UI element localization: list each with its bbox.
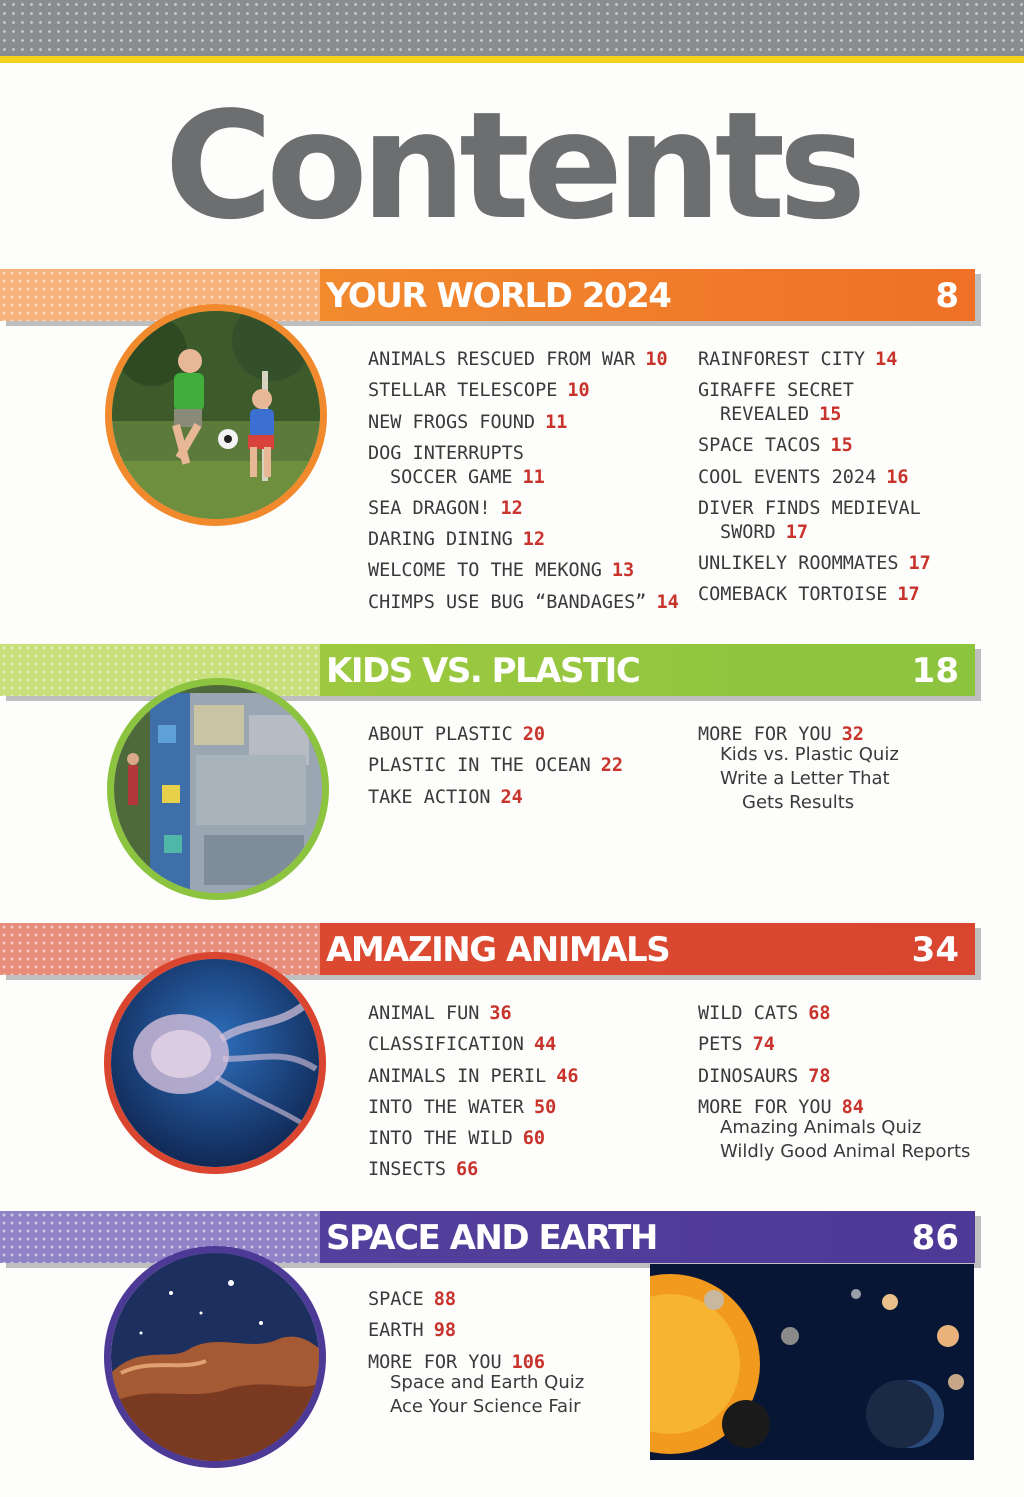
- toc-item[interactable]: WELCOME TO THE MEKONG 13: [368, 560, 635, 582]
- toc-item[interactable]: PETS 74: [698, 1034, 775, 1056]
- toc-item[interactable]: DOG INTERRUPTS SOCCER GAME 11: [368, 442, 545, 488]
- toc-item[interactable]: COOL EVENTS 2024 16: [698, 466, 909, 488]
- toc-item[interactable]: NEW FROGS FOUND 11: [368, 411, 568, 433]
- section-band-space-and-earth: [0, 1211, 975, 1263]
- toc-subitem[interactable]: Kids vs. Plastic Quiz: [720, 744, 899, 766]
- photo-nebula: [104, 1246, 326, 1468]
- toc-item[interactable]: ANIMALS IN PERIL 46: [368, 1065, 579, 1087]
- toc-item[interactable]: INTO THE WILD 60: [368, 1128, 546, 1150]
- toc-item[interactable]: COMEBACK TORTOISE 17: [698, 584, 920, 606]
- toc-item[interactable]: STELLAR TELESCOPE 10: [368, 380, 590, 402]
- section-page-number: 86: [911, 1218, 959, 1258]
- toc-subitem[interactable]: Gets Results: [742, 792, 855, 814]
- top-yellow-line: [0, 56, 1024, 63]
- toc-item[interactable]: DIVER FINDS MEDIEVAL SWORD 17: [698, 497, 921, 543]
- toc-column-right: [698, 719, 899, 815]
- section-title: YOUR WORLD 2024: [326, 276, 671, 316]
- toc-column-left: [368, 344, 679, 618]
- section-page-number: 8: [935, 276, 959, 316]
- toc-item[interactable]: RAINFOREST CITY 14: [698, 349, 898, 370]
- section-band-your-world: [0, 269, 975, 321]
- toc-item[interactable]: SPACE 88: [368, 1289, 456, 1310]
- toc-item[interactable]: MORE FOR YOU 84: [698, 1096, 864, 1118]
- toc-subitem[interactable]: Ace Your Science Fair: [390, 1395, 581, 1417]
- toc-subitem[interactable]: Amazing Animals Quiz: [720, 1117, 922, 1139]
- photo-solar-system: [650, 1264, 974, 1460]
- section-title: KIDS VS. PLASTIC: [326, 651, 640, 691]
- toc-subitem[interactable]: Wildly Good Animal Reports: [720, 1141, 971, 1163]
- toc-item[interactable]: DARING DINING 12: [368, 529, 546, 551]
- section-page-number: 18: [911, 651, 959, 691]
- photo-jellyfish: [104, 952, 326, 1174]
- toc-item[interactable]: UNLIKELY ROOMMATES 17: [698, 552, 931, 574]
- toc-item[interactable]: CHIMPS USE BUG “BANDAGES” 14: [368, 591, 679, 613]
- toc-item[interactable]: EARTH 98: [368, 1320, 456, 1342]
- toc-column-left: [368, 719, 623, 813]
- section-band-kids-vs-plastic: [0, 644, 975, 696]
- toc-item[interactable]: GIRAFFE SECRET REVEALED 15: [698, 380, 854, 426]
- toc-column-right: [698, 998, 970, 1164]
- toc-item[interactable]: INTO THE WATER 50: [368, 1096, 557, 1118]
- toc-item[interactable]: MORE FOR YOU 106: [368, 1351, 546, 1373]
- toc-item[interactable]: CLASSIFICATION 44: [368, 1034, 557, 1056]
- toc-item[interactable]: WILD CATS 68: [698, 1003, 831, 1024]
- photo-kids-soccer: [105, 304, 327, 526]
- toc-column-left: [368, 1284, 584, 1419]
- toc-column-left: [368, 998, 579, 1186]
- toc-column-right: [698, 344, 931, 610]
- toc-item[interactable]: PLASTIC IN THE OCEAN 22: [368, 755, 624, 777]
- toc-item[interactable]: MORE FOR YOU 32: [698, 724, 864, 745]
- toc-item[interactable]: ANIMALS RESCUED FROM WAR 10: [368, 349, 668, 370]
- section-title: SPACE AND EARTH: [326, 1218, 657, 1258]
- section-title: AMAZING ANIMALS: [326, 930, 670, 970]
- top-dotted-band: [0, 0, 1024, 58]
- toc-item[interactable]: ABOUT PLASTIC 20: [368, 724, 546, 745]
- toc-item[interactable]: SPACE TACOS 15: [698, 435, 853, 457]
- section-band-amazing-animals: [0, 923, 975, 975]
- page-title: Contents: [164, 80, 860, 252]
- toc-item[interactable]: ANIMAL FUN 36: [368, 1003, 512, 1024]
- photo-plastic-mosaic: [107, 678, 329, 900]
- toc-subitem[interactable]: Space and Earth Quiz: [390, 1371, 585, 1393]
- section-page-number: 34: [911, 930, 959, 970]
- toc-item[interactable]: TAKE ACTION 24: [368, 786, 523, 808]
- toc-subitem[interactable]: Write a Letter That: [720, 768, 890, 790]
- toc-item[interactable]: INSECTS 66: [368, 1159, 479, 1181]
- toc-item[interactable]: SEA DRAGON! 12: [368, 497, 523, 519]
- toc-item[interactable]: DINOSAURS 78: [698, 1065, 831, 1087]
